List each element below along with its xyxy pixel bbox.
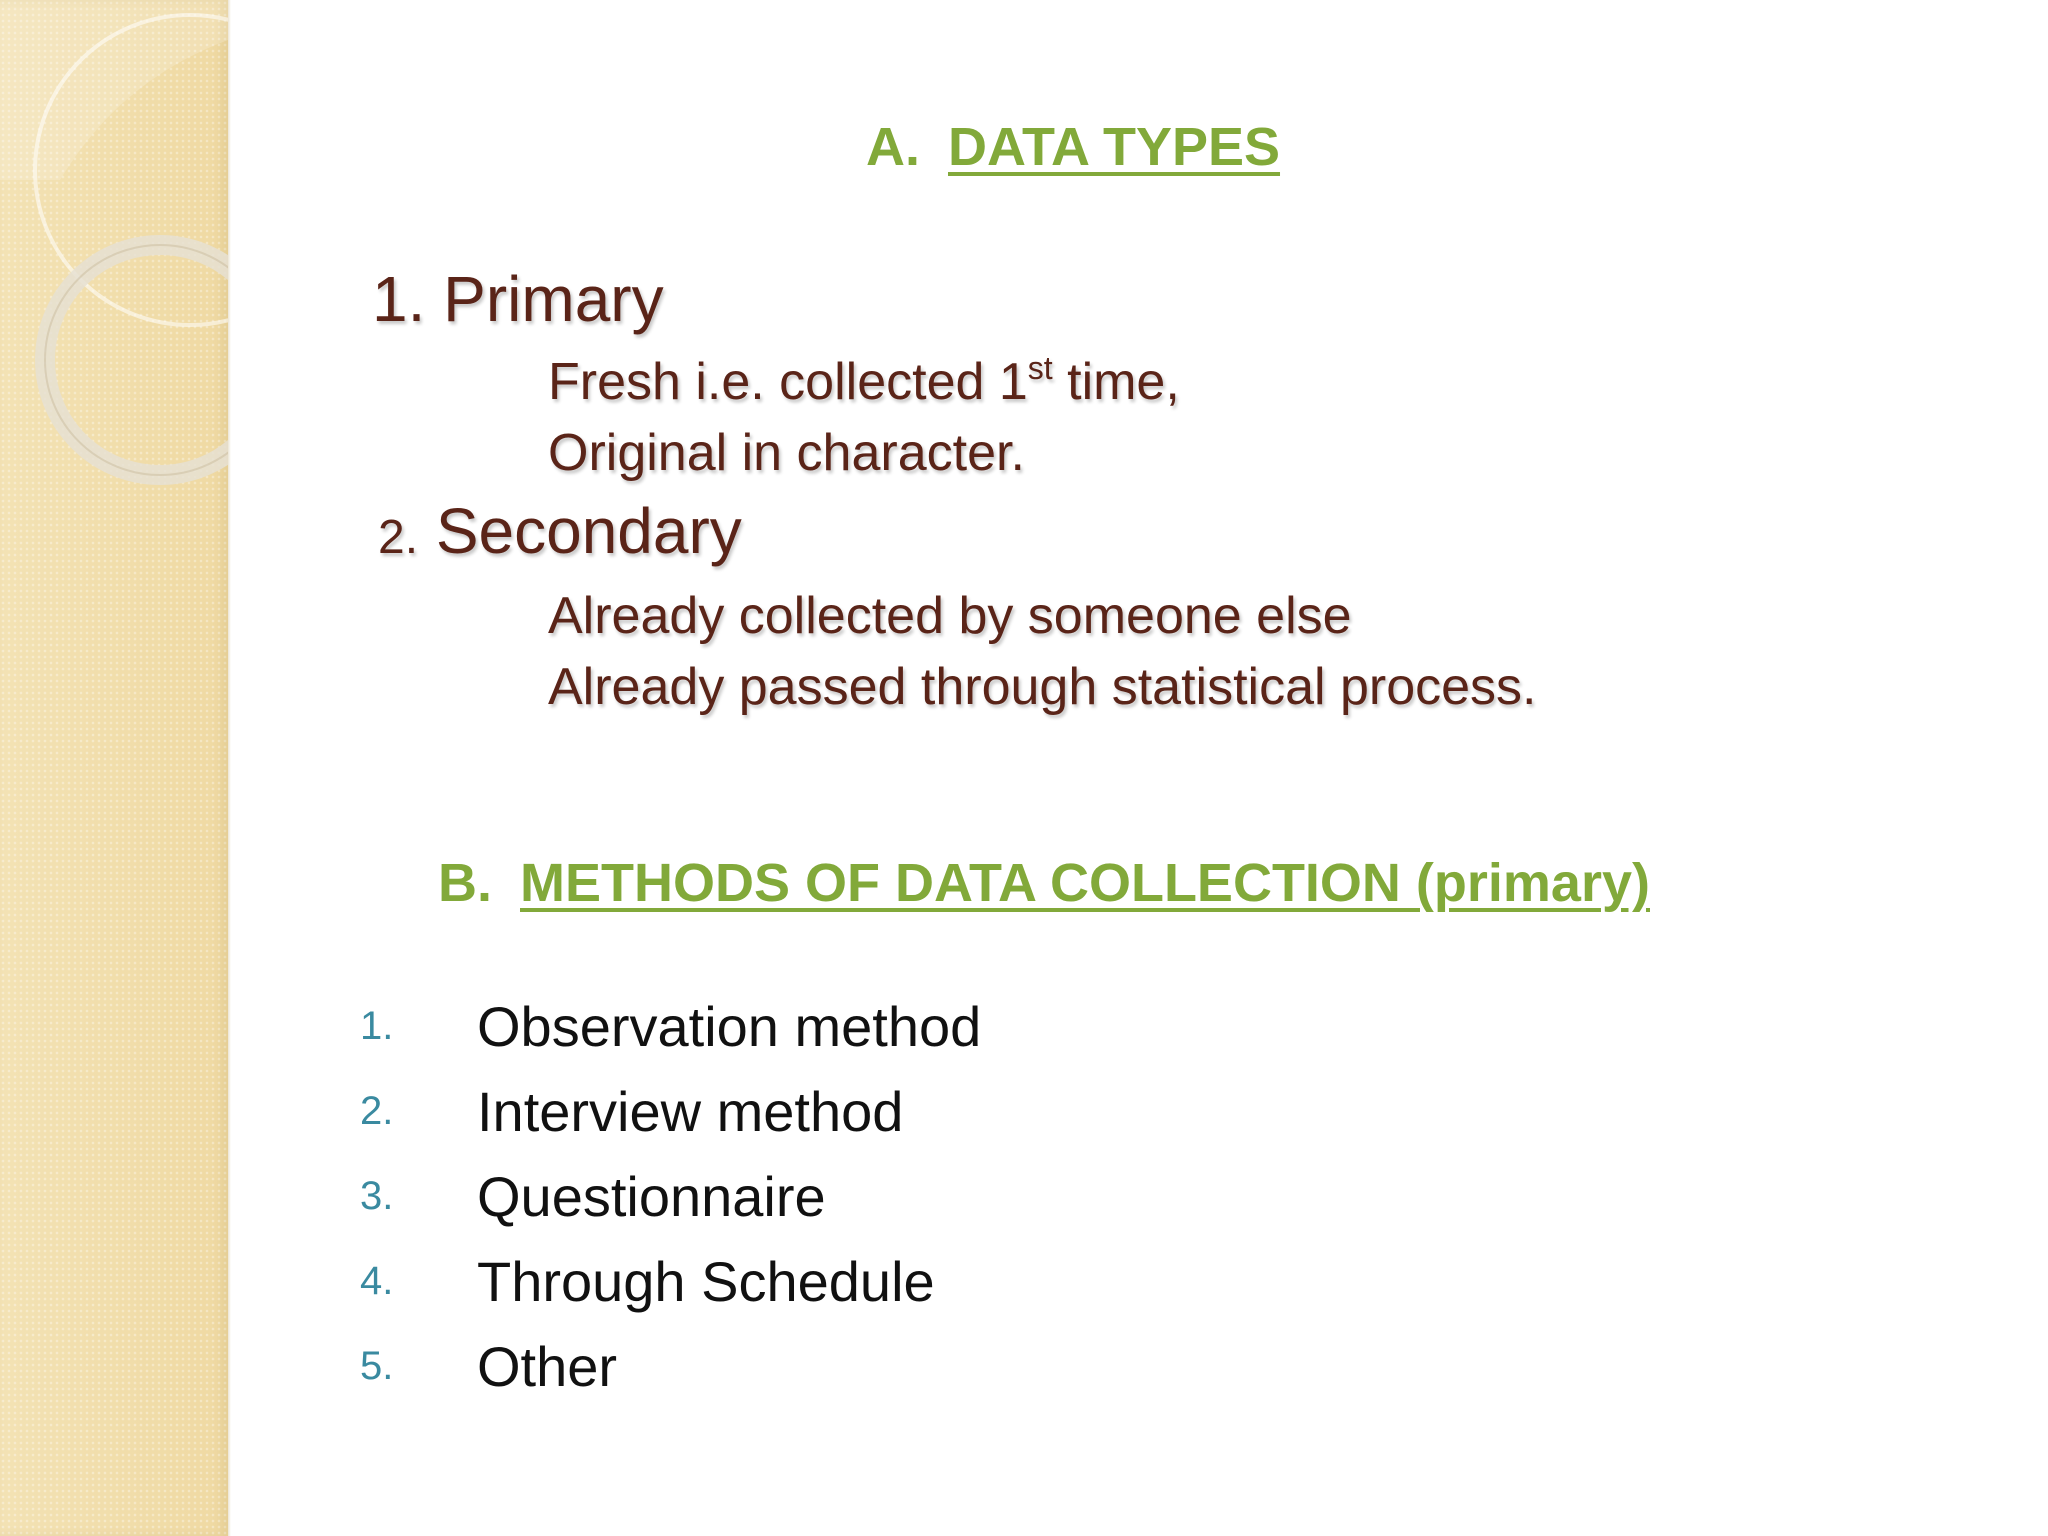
secondary-type-name: Secondary — [435, 495, 742, 567]
list-item-label: Through Schedule — [477, 1250, 935, 1313]
list-item-label: Interview method — [477, 1080, 904, 1143]
secondary-description-line: Already passed through statistical process. — [548, 658, 1537, 716]
list-item-number: 5. — [360, 1344, 394, 1388]
section-a-letter: A. — [866, 117, 920, 177]
list-item — [360, 984, 981, 1069]
methods-list — [360, 984, 981, 1409]
section-a-heading — [866, 116, 1280, 178]
list-item — [360, 1239, 981, 1324]
section-a-title: DATA TYPES — [948, 117, 1281, 177]
primary-type-name: Primary — [443, 263, 664, 335]
secondary-type-title — [378, 494, 742, 568]
list-item — [360, 1324, 981, 1409]
secondary-type-number: 2. — [378, 511, 419, 564]
primary-type-title — [372, 262, 664, 336]
primary-description-line — [548, 352, 1180, 412]
list-item-number: 1. — [360, 1004, 394, 1048]
list-item-label: Questionnaire — [477, 1165, 826, 1228]
list-item — [360, 1154, 981, 1239]
section-b-title: METHODS OF DATA COLLECTION (primary) — [520, 853, 1650, 913]
primary-desc-superscript: st — [1027, 350, 1053, 386]
primary-description-line: Original in character. — [548, 424, 1025, 482]
section-b-letter: B. — [438, 853, 492, 913]
secondary-description-line: Already collected by someone else — [548, 587, 1352, 645]
list-item-number: 3. — [360, 1174, 394, 1218]
list-item-label: Other — [477, 1335, 618, 1398]
list-item — [360, 1069, 981, 1154]
primary-type-number: 1. — [372, 263, 426, 335]
primary-desc-after: time, — [1052, 353, 1180, 411]
list-item-number: 2. — [360, 1089, 394, 1133]
list-item-number: 4. — [360, 1259, 394, 1303]
primary-desc-text: Fresh i.e. collected 1 — [548, 353, 1028, 411]
list-item-label: Observation method — [477, 995, 982, 1058]
section-b-heading — [438, 852, 1650, 914]
